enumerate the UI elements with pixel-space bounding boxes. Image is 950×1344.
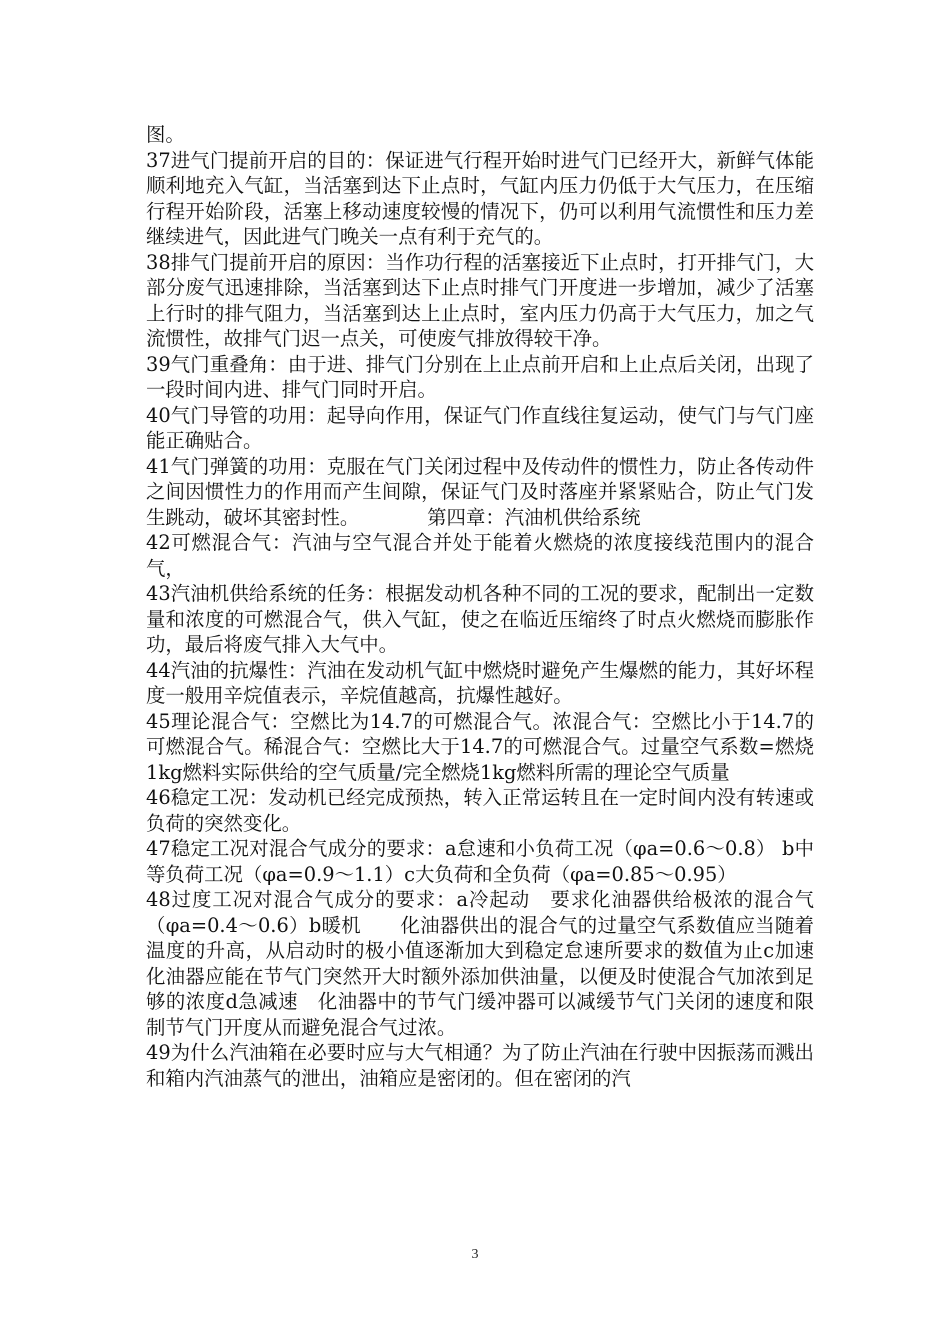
- paragraph-49-fuel-tank-venting: 49为什么汽油箱在必要时应与大气相通？为了防止汽油在行驶中因振荡而溅出和箱内汽油蒸气的泄出，油箱应是密闭的。但在密闭的汽: [146, 1041, 814, 1090]
- paragraph-47-steady-condition-mixture: 47稳定工况对混合气成分的要求：a怠速和小负荷工况（φa=0.6～0.8） b中等负荷工况（φa=0.9～1.1）c大负荷和全负荷（φa=0.85～0.95）: [146, 837, 814, 886]
- paragraph-38-exhaust-valve-early-opening: 38排气门提前开启的原因：当作功行程的活塞接近下止点时，打开排气门，大部分废气迅速排除，当活塞到达下止点时排气门开度进一步增加，减少了活塞上行时的排气阻力，当活塞到达上止点时，室内压力仍高于大气压力，加之气流惯性，故排气门迟一点关，可使废气排放得较干净。: [146, 250, 814, 350]
- paragraph-42-combustible-mixture: 42可燃混合气：汽油与空气混合并处于能着火燃烧的浓度接线范围内的混合气，: [146, 531, 814, 580]
- paragraph-41-valve-spring-function: 41气门弹簧的功用：克服在气门关闭过程中及传动件的惯性力，防止各传动件之间因惯性力的作用而产生间隙，保证气门及时落座并紧紧贴合，防止气门发生跳动，破坏其密封性。 第四章：汽油机供给系统: [146, 454, 814, 529]
- paragraph-40-valve-guide-function: 40气门导管的功用：起导向作用，保证气门作直线往复运动，使气门与气门座能正确贴合。: [146, 403, 814, 452]
- paragraph-43-fuel-supply-system-task: 43汽油机供给系统的任务：根据发动机各种不同的工况的要求，配制出一定数量和浓度的可燃混合气，供入气缸，使之在临近压缩终了时点火燃烧而膨胀作功，最后将废气排入大气中。: [146, 582, 814, 656]
- document-body: [146, 122, 853, 1091]
- paragraph-48-transient-condition-mixture: 48过度工况对混合气成分的要求：a冷起动 要求化油器供给极浓的混合气（φa=0.4～0.6）b暖机 化油器供出的混合气的过量空气系数值应当随着温度的升高，从启动时的极小值逐渐加大到稳定怠速所要求的数值为止c加速 化油器应能在节气门突然开大时额外添加供油量，以便及时使混合气加浓到足够的浓度d急减速 化油器中的节气门缓冲器可以减缓节气门关闭的速度和限制节气门开度从而避免混合气过浓。: [146, 888, 853, 1039]
- paragraph-45-theoretical-mixture: 45理论混合气：空燃比为14.7的可燃混合气。浓混合气：空燃比小于14.7的可燃混合气。稀混合气：空燃比大于14.7的可燃混合气。过量空气系数=燃烧1kg燃料实际供给的空气质量/完全燃烧1kg燃料所需的理论空气质量: [146, 709, 814, 784]
- paragraph-39-valve-overlap-angle: 39气门重叠角：由于进、排气门分别在上止点前开启和上止点后关闭，出现了一段时间内进、排气门同时开启。: [146, 352, 814, 401]
- paragraph-44-antiknock-property: 44汽油的抗爆性：汽油在发动机气缸中燃烧时避免产生爆燃的能力，其好坏程度一般用辛烷值表示，辛烷值越高，抗爆性越好。: [146, 658, 814, 707]
- page-number: 3: [471, 1247, 479, 1262]
- paragraph-continuation: 图。: [146, 123, 185, 146]
- paragraph-46-steady-condition: 46稳定工况：发动机已经完成预热，转入正常运转且在一定时间内没有转速或负荷的突然变化。: [146, 786, 814, 835]
- paragraph-37-intake-valve-early-opening: 37进气门提前开启的目的：保证进气行程开始时进气门已经开大，新鲜气体能顺利地充入气缸，当活塞到达下止点时，气缸内压力仍低于大气压力，在压缩行程开始阶段，活塞上移动速度较慢的情况下，仍可以利用气流惯性和压力差继续进气，因此进气门晚关一点有利于充气的。: [146, 148, 814, 248]
